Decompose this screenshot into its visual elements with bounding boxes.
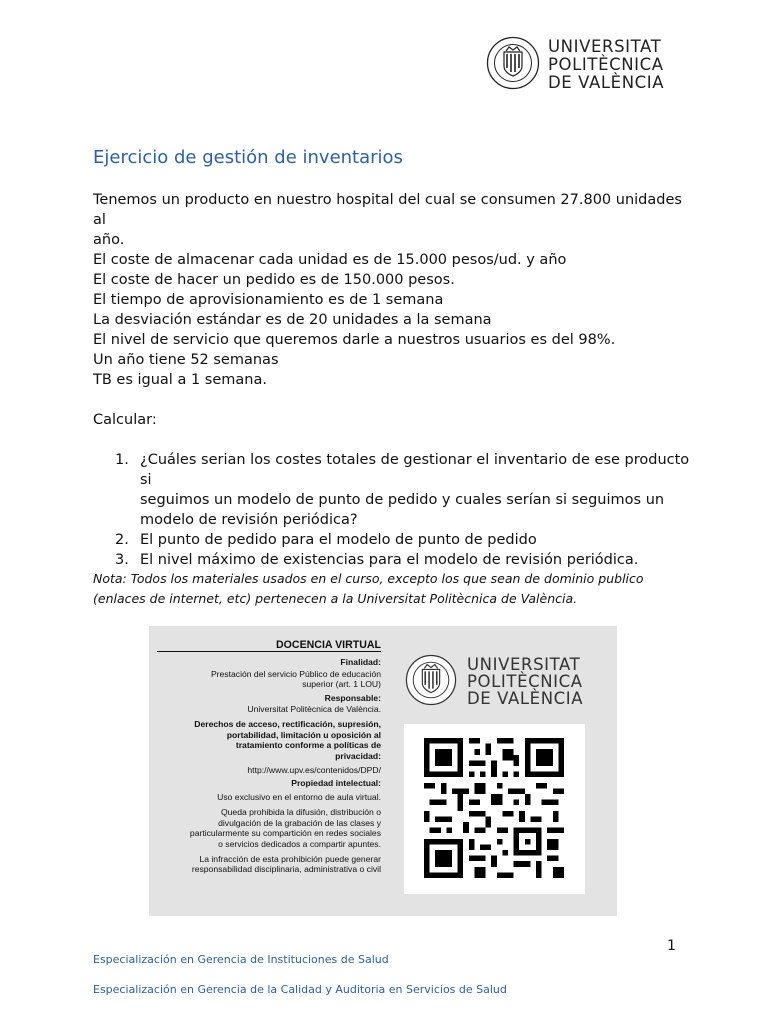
university-seal-icon xyxy=(486,36,540,90)
logo-line: UNIVERSITAT xyxy=(467,655,581,674)
paragraph-line: El nivel de servicio que queremos darle a nuestros usuarios es del 98%. xyxy=(93,332,616,348)
logo-line: POLITÈCNICA xyxy=(548,55,664,74)
footer-line-1: Especialización en Gerencia de Instituciones de Salud xyxy=(93,953,389,966)
logo-line: POLITÈCNICA xyxy=(467,672,583,691)
responsable-text: Universitat Politècnica de València. xyxy=(247,704,381,715)
finalidad-label: Finalidad: xyxy=(340,657,381,668)
paragraph-line: Tenemos un producto en nuestro hospital del cual se consumen 27.800 unidades al xyxy=(93,192,682,228)
list-number: 1. xyxy=(115,452,129,468)
calcular-label: Calcular: xyxy=(93,412,157,428)
card-university-logo xyxy=(405,652,595,710)
prohibida-line: o servicios dedicados a compartir apuntes. xyxy=(218,838,381,849)
derechos-line: portabilidad, limitación u oposición al xyxy=(226,729,381,740)
qr-code-icon xyxy=(424,738,564,878)
question-line: El nivel máximo de existencias para el modelo de revisión periódica. xyxy=(140,552,639,568)
question-line: seguimos un modelo de punto de pedido y cuales serían si seguimos un xyxy=(140,492,665,508)
paragraph-line: Un año tiene 52 semanas xyxy=(93,352,279,368)
card-university-name xyxy=(467,656,583,707)
question-line: modelo de revisión periódica? xyxy=(140,512,358,528)
list-number: 2. xyxy=(115,532,129,548)
list-item xyxy=(93,530,693,550)
logo-line: UNIVERSITAT xyxy=(548,37,662,56)
derechos-line: tratamiento conforme a políticas de xyxy=(235,740,381,751)
logo-line: DE VALÈNCIA xyxy=(467,689,584,708)
paragraph-line: El coste de almacenar cada unidad es de 15.000 pesos/ud. y año xyxy=(93,252,567,268)
note-line: Nota: Todos los materiales usados en el curso, excepto los que sean de dominio publico xyxy=(93,571,644,586)
responsable-label: Responsable: xyxy=(324,692,381,703)
qr-code[interactable] xyxy=(404,724,585,894)
note-line: (enlaces de internet, etc) pertenecen a la Universitat Politècnica de València. xyxy=(93,591,578,606)
infraccion-line: La infracción de esta prohibición puede generar xyxy=(199,853,381,864)
derechos-line: privacidad: xyxy=(335,750,381,761)
copyright-note xyxy=(93,569,693,609)
propiedad-text: Uso exclusivo en el entorno de aula virtual. xyxy=(217,791,381,802)
question-line: El punto de pedido para el modelo de punto de pedido xyxy=(140,532,537,548)
paragraph-line: La desviación estándar es de 20 unidades a la semana xyxy=(93,312,492,328)
propiedad-label: Propiedad intelectual: xyxy=(291,778,381,789)
prohibida-line: particularmente su compartición en redes sociales xyxy=(189,828,381,839)
problem-statement xyxy=(93,190,693,570)
question-list xyxy=(93,450,693,570)
docencia-virtual-card xyxy=(149,626,617,916)
university-seal-icon xyxy=(405,654,457,706)
list-item xyxy=(93,450,693,530)
privacy-url: http://www.upv.es/contenidos/DPD/ xyxy=(247,765,381,776)
list-number: 3. xyxy=(115,552,129,568)
paragraph-line: año. xyxy=(93,232,125,248)
finalidad-line: superior (art. 1 LOU) xyxy=(302,679,381,690)
paragraph-line: TB es igual a 1 semana. xyxy=(93,372,267,388)
derechos-block xyxy=(157,719,381,761)
prohibida-line: divulgación de la grabación de las clases y xyxy=(218,817,381,828)
infraccion-line: responsabilidad disciplinaria, administrativa o civil xyxy=(191,864,381,875)
paragraph-line: El tiempo de aprovisionamiento es de 1 semana xyxy=(93,292,444,308)
list-item xyxy=(93,550,693,570)
paragraph-line: El coste de hacer un pedido es de 150.000 pesos. xyxy=(93,272,455,288)
university-logo xyxy=(486,36,676,92)
page-title: Ejercicio de gestión de inventarios xyxy=(93,147,403,168)
question-line: ¿Cuáles serian los costes totales de gestionar el inventario de ese producto si xyxy=(140,452,690,488)
prohibida-block xyxy=(157,807,381,849)
footer-line-2: Especialización en Gerencia de la Calidad y Auditoria en Servicios de Salud xyxy=(93,983,507,996)
derechos-line: Derechos de acceso, rectificación, supresión, xyxy=(194,719,381,730)
university-name xyxy=(548,38,664,92)
finalidad-line: Prestación del servicio Público de educación xyxy=(210,668,381,679)
page-number: 1 xyxy=(667,938,676,954)
logo-line: DE VALÈNCIA xyxy=(548,73,665,92)
prohibida-line: Queda prohibida la difusión, distribución o xyxy=(220,807,381,818)
infraccion-block xyxy=(157,854,381,875)
card-title: DOCENCIA VIRTUAL xyxy=(157,640,381,652)
card-legal-text xyxy=(157,640,381,875)
